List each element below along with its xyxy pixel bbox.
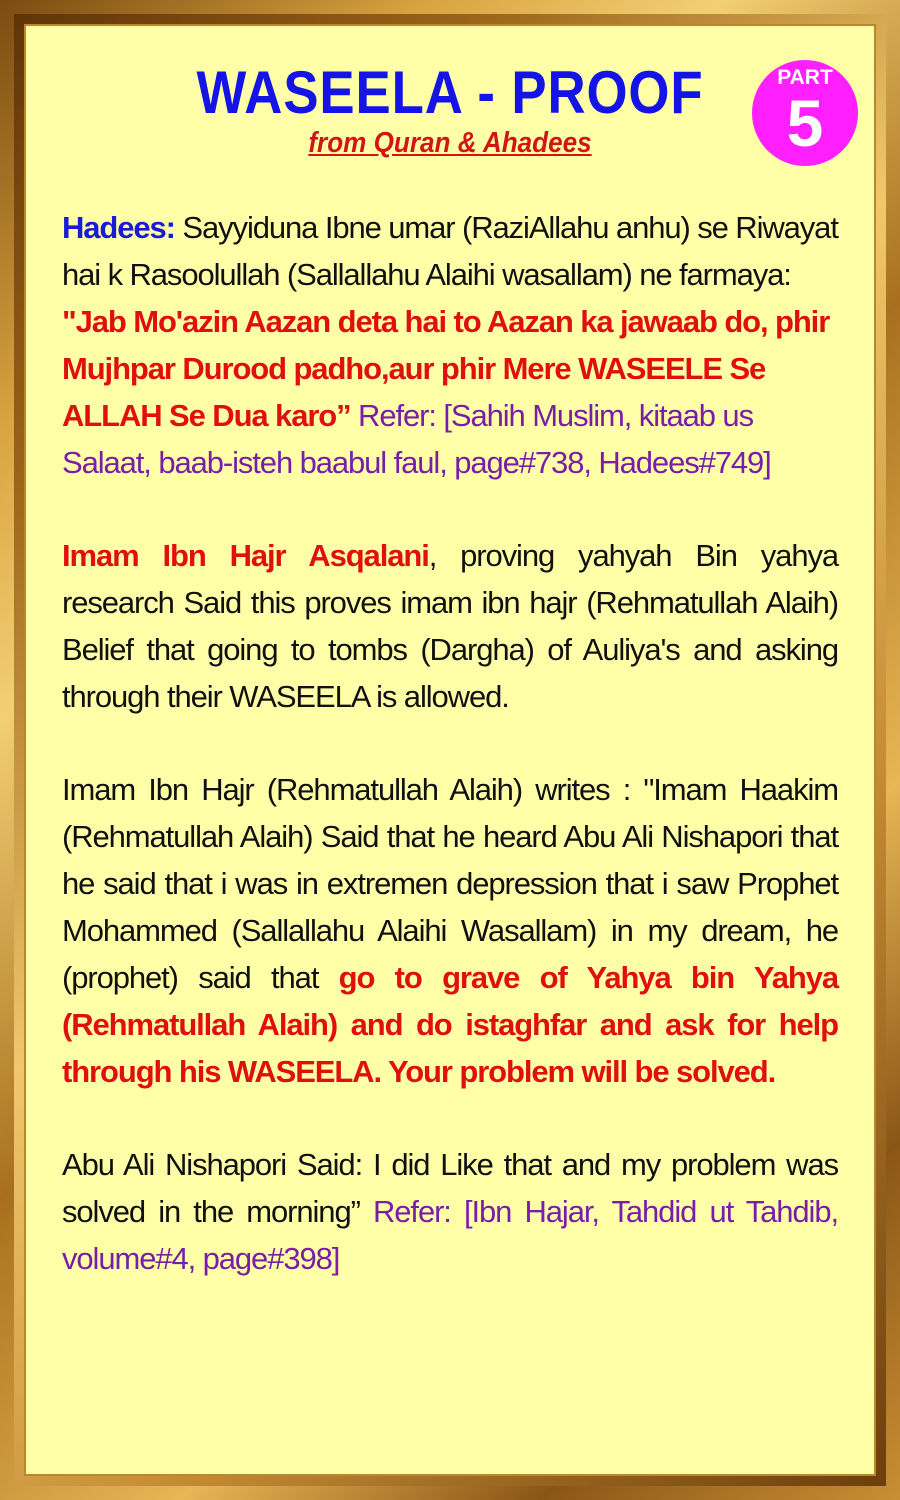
hadees-label: Hadees: <box>62 210 175 245</box>
page-subtitle: from Quran & Ahadees <box>308 127 592 159</box>
paragraph-conclusion <box>62 1141 838 1282</box>
ibn-hajr-name: Imam Ibn Hajr Asqalani <box>62 538 429 573</box>
conclusion-reference: Refer: [Ibn Hajar, Tahdid ut Tahdib, volume#4, page#398] <box>62 1194 838 1276</box>
paragraph-hadees <box>62 204 838 486</box>
conclusion-text: Abu Ali Nishapori Said: I did Like that and my problem was solved in the morning” <box>62 1147 838 1229</box>
ibn-hajr-text: , proving yahyah Bin yahya research Said this proves imam ibn hajr (Rehmatullah Alaih) Belief that going to tombs (Dargha) of Auliya's and asking through their WASEELA is allowed. <box>62 538 838 714</box>
hadees-reference: Refer: [Sahih Muslim, kitaab us Salaat, baab-isteh baabul faul, page#738, Hadees#749] <box>62 398 771 480</box>
paragraph-narration <box>62 766 838 1095</box>
hadees-quote: "Jab Mo'azin Aazan deta hai to Aazan ka jawaab do, phir Mujhpar Durood padho,aur phir Mere WASEELE Se ALLAH Se Dua karo” <box>62 304 830 433</box>
part-badge <box>752 60 858 166</box>
part-badge-label: PART <box>777 66 833 89</box>
article-body <box>62 204 838 1328</box>
narration-highlight: go to grave of Yahya bin Yahya (Rehmatullah Alaih) and do istaghfar and ask for help through his WASEELA. Your problem will be solved. <box>62 960 839 1089</box>
hadees-text: Sayyiduna Ibne umar (RaziAllahu anhu) se Riwayat hai k Rasoolullah (Sallallahu Alaihi wasallam) ne farmaya: <box>62 210 838 292</box>
page-title: WASEELA - PROOF <box>196 59 704 126</box>
paragraph-ibn-hajr <box>62 532 838 720</box>
part-badge-number: 5 <box>786 86 824 160</box>
narration-text: Imam Ibn Hajr (Rehmatullah Alaih) writes : "Imam Haakim (Rehmatullah Alaih) Said that he heard Abu Ali Nishapori that he said that i was in extremen depression that i saw Prophet Mohammed (Sallallahu Alaihi Wasallam) in my dream, he (prophet) said that <box>62 772 838 995</box>
